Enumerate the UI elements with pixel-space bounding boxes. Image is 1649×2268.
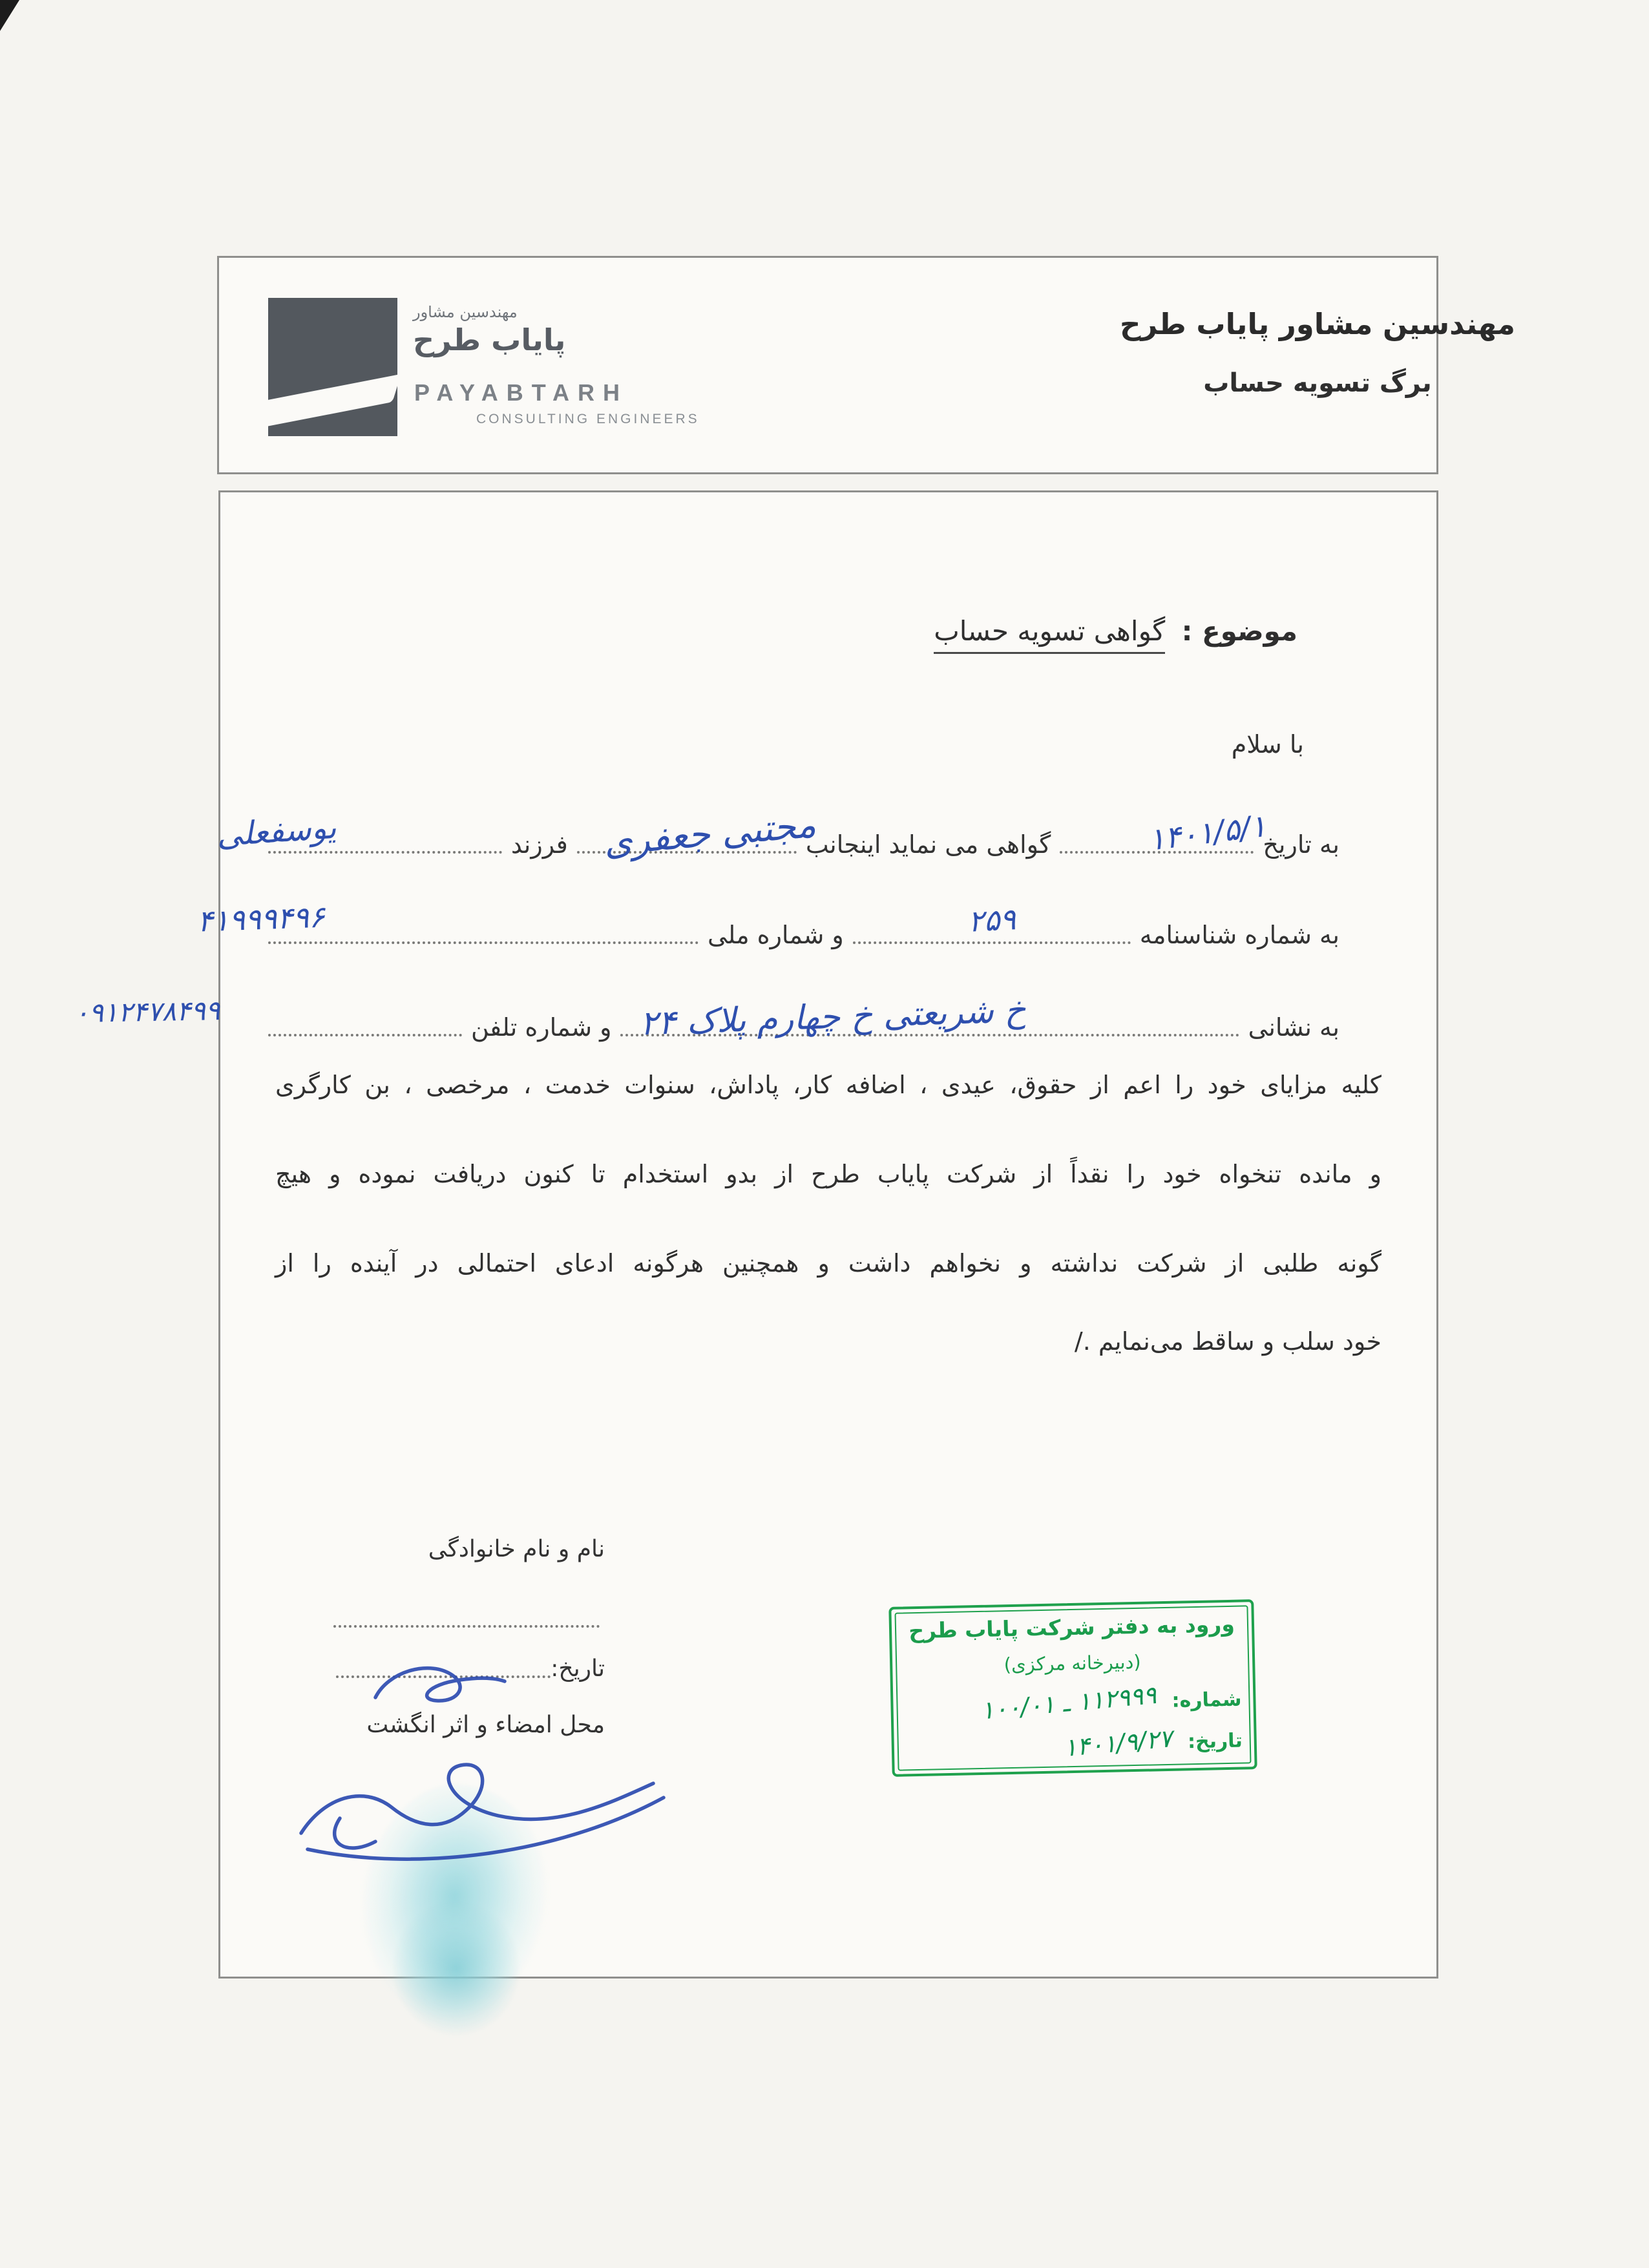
handwritten-date: ۱۴۰۱/۵/۱	[1146, 808, 1269, 858]
form-title: برگ تسویه حساب	[1203, 368, 1432, 398]
logo-fa-large: پایاب طرح	[413, 322, 566, 357]
label-phone: و شماره تلفن	[471, 1013, 612, 1042]
fill-id-number	[853, 901, 1131, 944]
handwritten-father-name: یوسفعلی	[215, 808, 338, 854]
handwritten-name: مجتبی جعفری	[602, 803, 818, 865]
fill-address	[620, 991, 1239, 1044]
handwritten-national-id: ۴۱۹۹۹۴۹۶	[196, 899, 326, 939]
header-titles	[1020, 307, 1615, 398]
name-dotted-line	[333, 1625, 600, 1628]
handwritten-address: خ شریعتی خ چهارم پلاک ۲۴	[639, 991, 1027, 1044]
ink-signature	[278, 1649, 679, 1882]
stamp-number-row	[902, 1680, 1242, 1725]
stamp-number-value: ۱۱۲۹۹۹ ـ ۱۰۰/۰۱	[979, 1680, 1158, 1725]
signature-place-label: محل امضاء و اثر انگشت	[366, 1712, 605, 1738]
logo-fa-small: مهندسین مشاور	[413, 303, 518, 321]
date-label: تاریخ:	[551, 1655, 605, 1682]
stamp-number-label: شماره:	[1171, 1688, 1242, 1712]
fill-phone	[74, 994, 462, 1036]
stamp-title: ورود به دفتر شرکت پایاب طرح	[908, 1611, 1235, 1644]
company-title: مهندسین مشاور پایاب طرح	[1119, 307, 1516, 341]
stamp-subtitle: (دبیرخانه مرکزی)	[1003, 1650, 1142, 1676]
form-line-address	[74, 991, 1346, 1044]
fill-name	[577, 803, 818, 865]
form-line-id	[196, 899, 1346, 949]
fill-father	[215, 808, 502, 854]
logo-persian-text	[413, 303, 684, 357]
label-address: به نشانی	[1248, 1013, 1339, 1042]
subject-value: گواهی تسویه حساب	[934, 615, 1165, 654]
logo-latin-name: PAYABTARH	[414, 379, 629, 406]
fill-national-id	[196, 899, 698, 944]
letterhead	[217, 256, 1516, 474]
company-logo	[268, 298, 397, 436]
handwritten-id-number: ۲۵۹	[967, 901, 1017, 939]
label-national-id: و شماره ملی	[707, 921, 844, 949]
label-father: فرزند	[510, 830, 568, 859]
label-id-number: به شماره شناسنامه	[1139, 921, 1339, 949]
form-line-date-name	[215, 803, 1346, 865]
logo-latin-subtitle: CONSULTING ENGINEERS	[476, 412, 700, 426]
subject-line	[934, 615, 1297, 647]
declaration-line-4: خود سلب و ساقط می‌نمایم ./	[1074, 1327, 1381, 1356]
subject-label: موضوع :	[1181, 615, 1297, 647]
fingerprint-mark-core	[392, 1901, 521, 2037]
form-body	[74, 490, 1438, 1979]
fill-date	[1060, 808, 1269, 858]
scan-artifact	[0, 0, 19, 31]
declaration-line-2: و مانده تنخواه خود را نقداً از شرکت پایاب طرح از بدو استخدام تا کنون دریافت نموده و هیچ	[275, 1160, 1381, 1188]
signature-block	[301, 1536, 605, 1738]
salutation: با سلام	[1231, 730, 1304, 759]
full-name-label: نام و نام خانوادگی	[428, 1536, 605, 1562]
stamp-date-row	[903, 1724, 1243, 1763]
stamp-date-label: تاریخ:	[1187, 1729, 1243, 1753]
label-date: به تاریخ	[1263, 830, 1339, 859]
declaration-line-3: گونه طلبی از شرکت نداشته و نخواهم داشت و همچنین هرگونه ادعای احتمالی در آینده را از	[275, 1249, 1381, 1277]
logo-swoosh-icon	[268, 374, 397, 428]
handwritten-phone: ۰۹۱۲۴۷۸۴۹۹	[74, 994, 221, 1029]
registry-stamp	[888, 1599, 1257, 1777]
stamp-date-value: ۱۴۰۱/۹/۲۷	[1062, 1724, 1173, 1763]
declaration-line-1: کلیه مزایای خود را اعم از حقوق، عیدی ، اضافه کار، پاداش، سنوات خدمت ، مرخصی ، بن کارگری	[275, 1071, 1381, 1099]
label-certifies: گواهی می نماید اینجانب	[805, 830, 1051, 859]
